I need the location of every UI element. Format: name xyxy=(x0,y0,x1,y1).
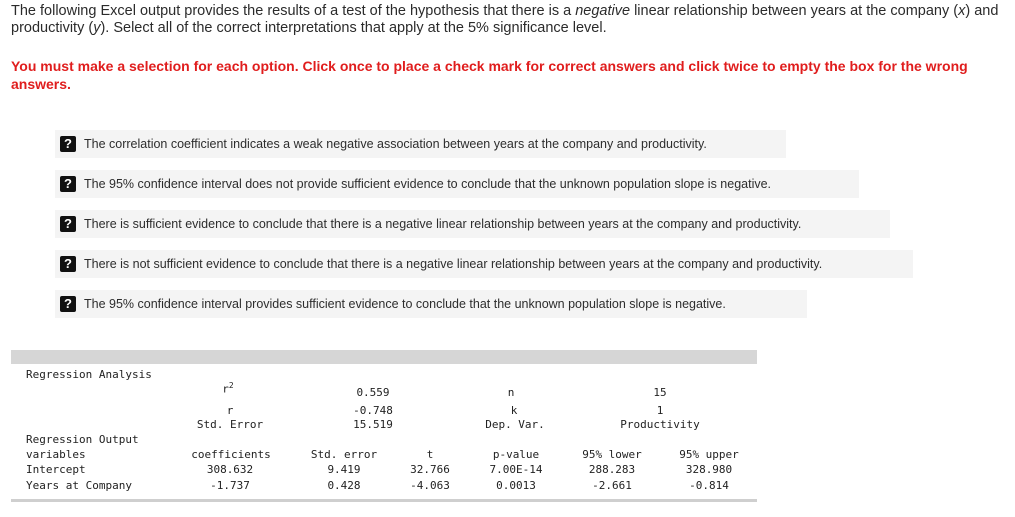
r-label: r xyxy=(226,404,234,417)
option-label: There is not sufficient evidence to conclude that there is a negative linear relationship between years at the company and productivity. xyxy=(84,257,823,271)
n-value: 15 xyxy=(653,386,667,399)
header-variables: variables xyxy=(26,448,86,461)
option-label: The 95% confidence interval provides sufficient evidence to conclude that the unknown population slope is negative. xyxy=(84,297,726,311)
table-cell: -4.063 xyxy=(410,479,450,492)
table-cell: 7.00E-14 xyxy=(489,463,543,476)
option-2[interactable] xyxy=(55,170,859,198)
k-label: k xyxy=(510,404,518,417)
question-mark-icon[interactable]: ? xyxy=(60,216,76,232)
table-cell: 0.0013 xyxy=(496,479,536,492)
instruction-text: You must make a selection for each option. Click once to place a check mark for correct answers and click twice to empty the box for the wrong answers. xyxy=(11,58,968,92)
table-row: Intercept xyxy=(26,463,86,476)
table-cell: 0.428 xyxy=(327,479,361,492)
header-p-value: p-value xyxy=(492,448,540,461)
table-bottom-rule xyxy=(11,499,757,502)
option-5[interactable] xyxy=(55,290,807,318)
r2-value: 0.559 xyxy=(356,386,390,399)
table-row: Years at Company xyxy=(26,479,132,492)
regression-analysis-title: Regression Analysis xyxy=(26,368,152,381)
table-cell: -1.737 xyxy=(210,479,250,492)
std-error-label: Std. Error xyxy=(196,418,264,431)
regression-output-title: Regression Output xyxy=(26,433,139,446)
emphasis-negative: negative xyxy=(575,3,631,19)
header-std-error: Std. error xyxy=(310,448,378,461)
header-coefficients: coefficients xyxy=(191,448,271,461)
table-cell: 308.632 xyxy=(206,463,254,476)
r-value: -0.748 xyxy=(353,404,393,417)
header-95-upper: 95% upper xyxy=(679,448,739,461)
table-cell: 9.419 xyxy=(327,463,361,476)
std-error-value: 15.519 xyxy=(353,418,393,431)
table-cell: -0.814 xyxy=(689,479,729,492)
question-mark-icon[interactable]: ? xyxy=(60,136,76,152)
table-cell: -2.661 xyxy=(592,479,632,492)
table-cell: 288.283 xyxy=(588,463,636,476)
option-1[interactable] xyxy=(55,130,786,158)
question-mark-icon[interactable]: ? xyxy=(60,296,76,312)
option-label: The correlation coefficient indicates a weak negative association between years at the company and productivity. xyxy=(84,137,707,151)
regression-table xyxy=(11,350,757,492)
option-4[interactable] xyxy=(55,250,913,278)
question-mark-icon[interactable]: ? xyxy=(60,176,76,192)
n-label: n xyxy=(507,386,515,399)
option-label: There is sufficient evidence to conclude that there is a negative linear relationship between years at the company and productivity. xyxy=(84,217,802,231)
k-value: 1 xyxy=(656,404,664,417)
header-t: t xyxy=(426,448,434,461)
option-label: The 95% confidence interval does not provide sufficient evidence to conclude that the unknown population slope is negative. xyxy=(84,177,772,191)
table-header-bar xyxy=(11,350,757,364)
header-95-lower: 95% lower xyxy=(582,448,642,461)
question-text: The following Excel output provides the results of a test of the hypothesis that there is a negative linear relationship between years at the company (x) and productivity (y). Select all of the correct interpretations that apply at the 5% significance level. xyxy=(11,3,999,36)
table-cell: 32.766 xyxy=(410,463,450,476)
dep-var-label: Dep. Var. xyxy=(485,418,545,431)
r2-label: $r^2$ xyxy=(222,381,234,396)
table-cell: 328.980 xyxy=(685,463,733,476)
option-3[interactable] xyxy=(55,210,890,238)
question-mark-icon[interactable]: ? xyxy=(60,256,76,272)
dep-var-value: Productivity xyxy=(620,418,700,431)
